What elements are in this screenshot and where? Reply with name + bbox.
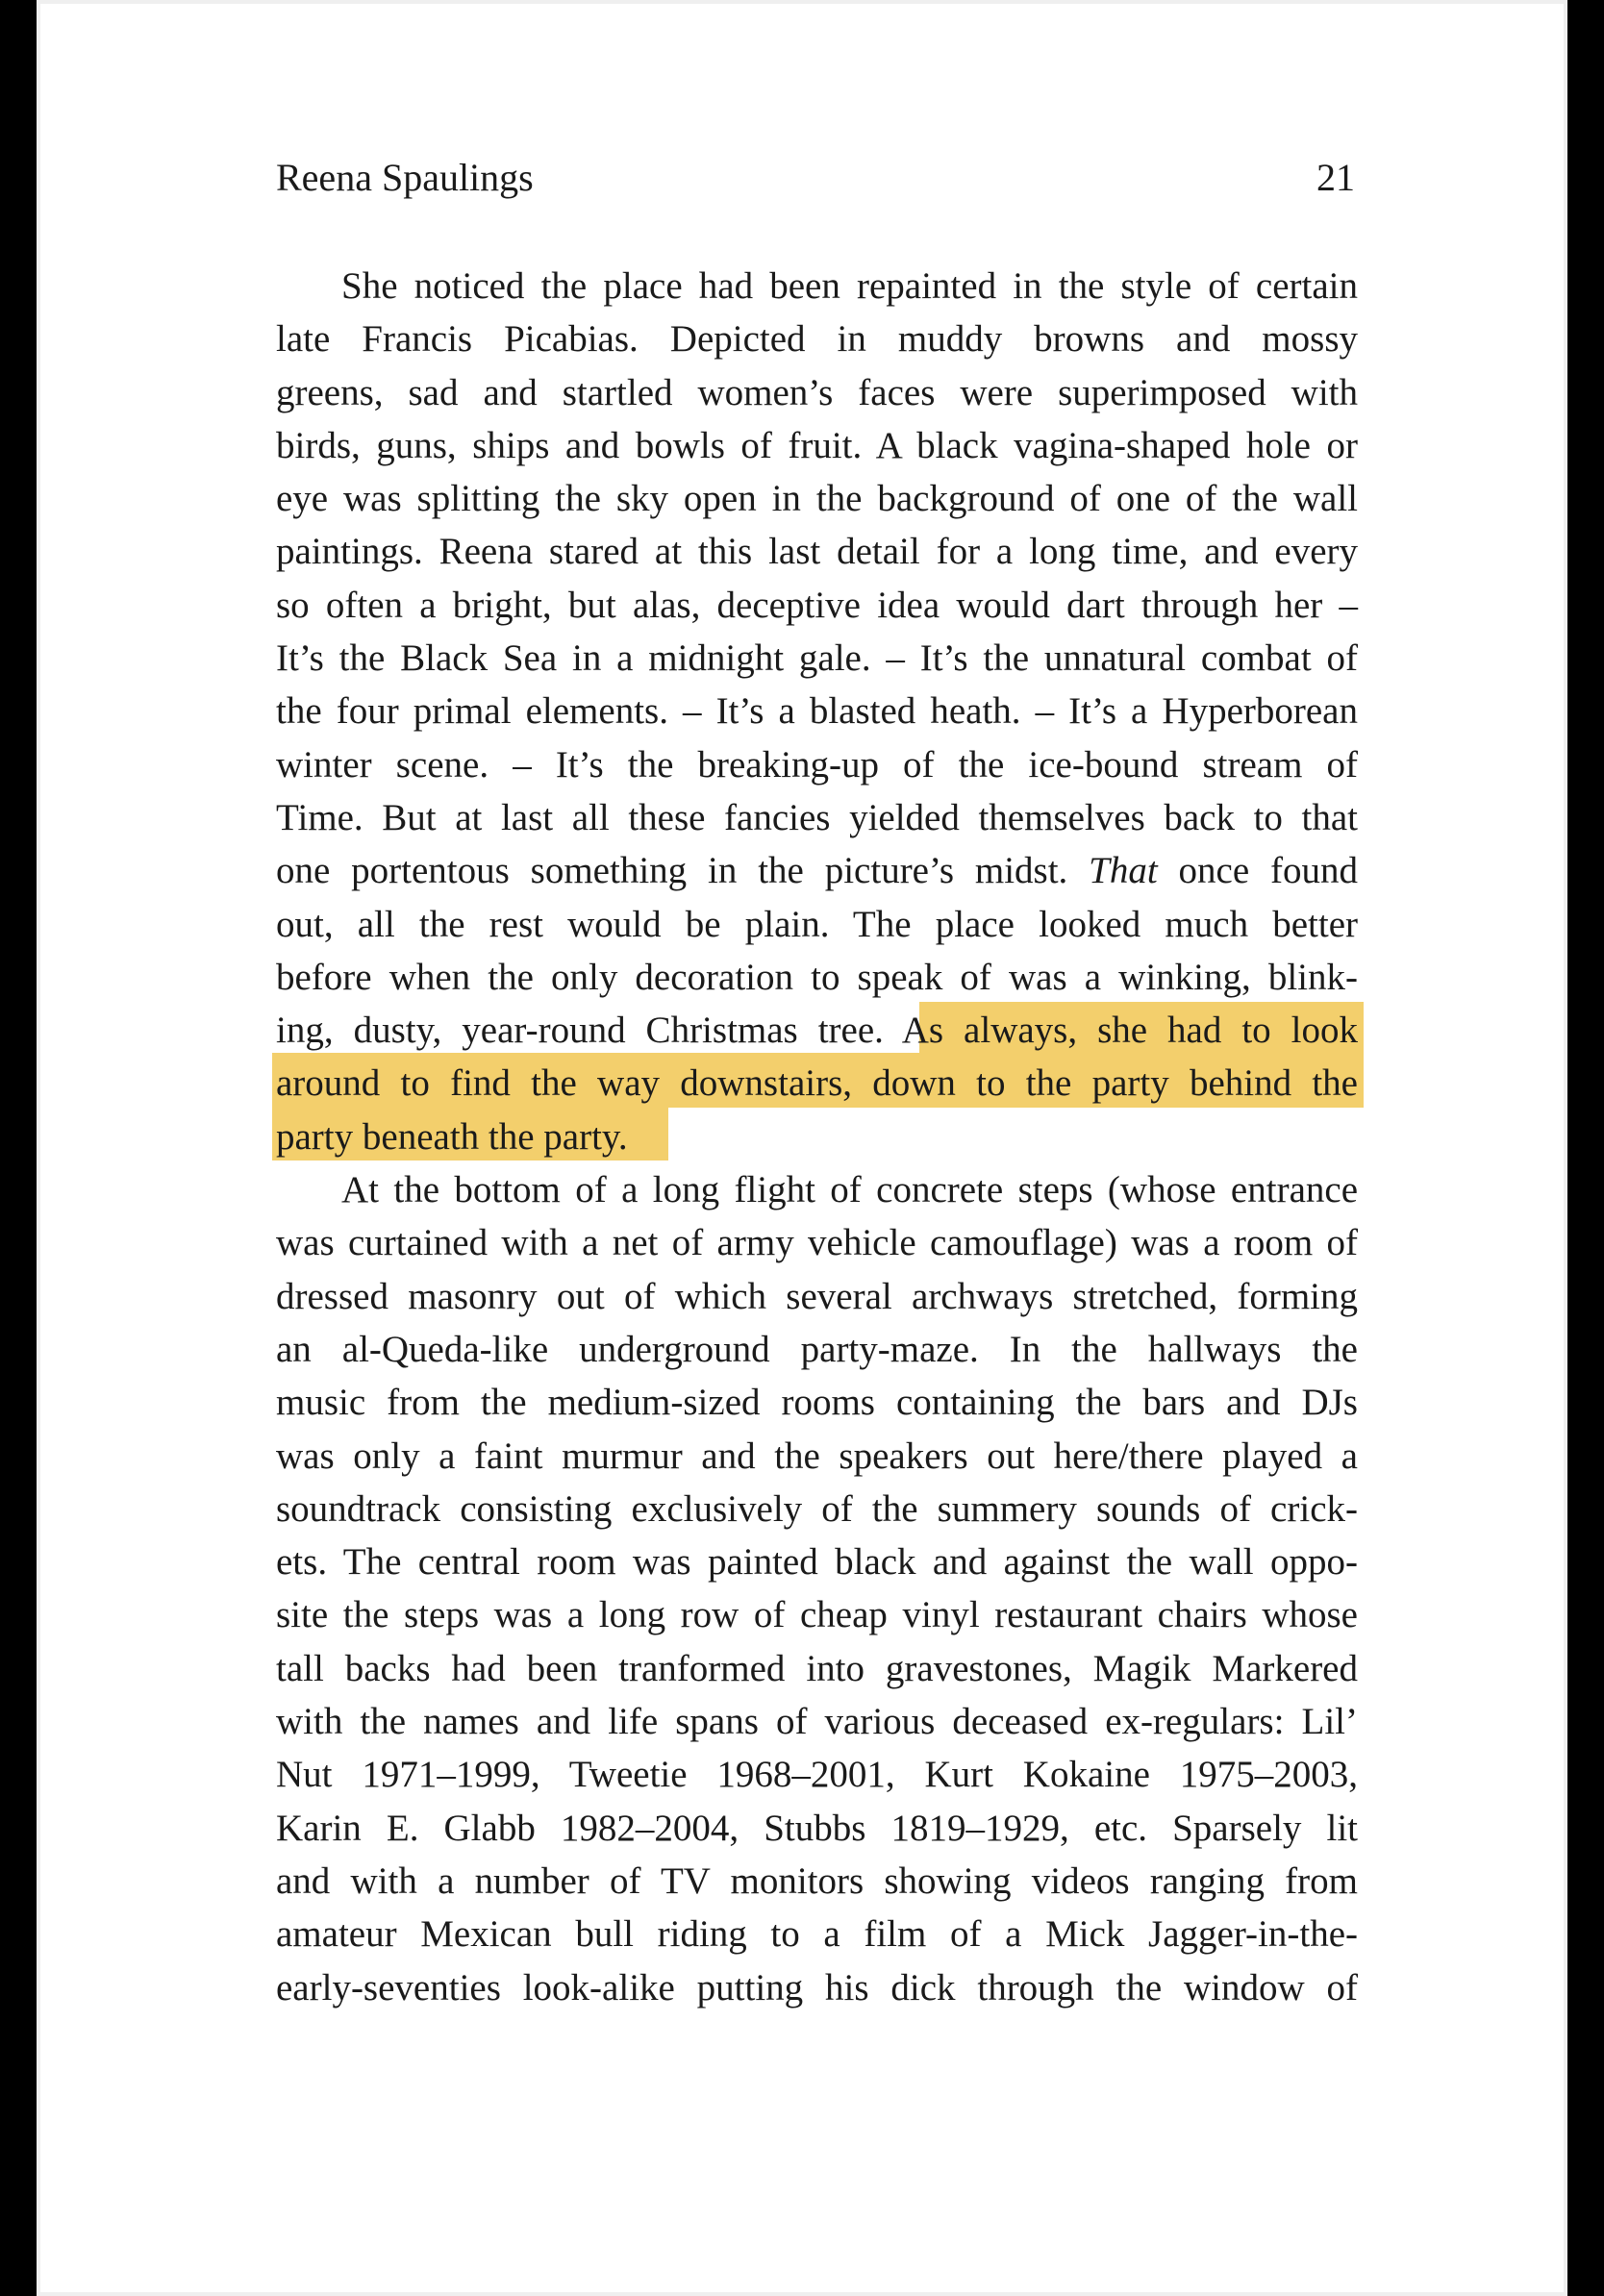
- text-line: birds, guns, ships and bowls of fruit. A black vagina-shaped hole or: [276, 424, 1358, 466]
- text-line: amateur Mexican bull riding to a film of a Mick Jagger-in-the-: [276, 1913, 1358, 1956]
- paragraph-2: [276, 1163, 1358, 2014]
- text-line: paintings. Reena stared at this last detail for a long time, and every: [276, 531, 1358, 573]
- text-line: eye was splitting the sky open in the background of one of the wall: [276, 478, 1358, 520]
- text-line: soundtrack consisting exclusively of the summery sounds of crick-: [276, 1487, 1358, 1530]
- text-line: ets. The central room was painted black and against the wall oppo-: [276, 1541, 1358, 1584]
- highlighted-text-line[interactable]: around to find the way downstairs, down to the party behind the: [276, 1062, 1358, 1105]
- text-line: Nut 1971–1999, Tweetie 1968–2001, Kurt Kokaine 1975–2003,: [276, 1754, 1358, 1796]
- text-line: Karin E. Glabb 1982–2004, Stubbs 1819–1929, etc. Sparsely lit: [276, 1807, 1358, 1849]
- text-line: was curtained with a net of army vehicle camouflage) was a room of: [276, 1222, 1358, 1264]
- text-segment: ing, dusty, year-round Christmas tree.: [276, 1010, 884, 1052]
- text-line: early-seventies look-alike putting his dick through the window of: [276, 1966, 1358, 2009]
- body-text: [276, 260, 1358, 2014]
- text-segment: one portentous something in the picture’s midst.: [276, 850, 1068, 892]
- highlighted-text-line[interactable]: party beneath the party.: [276, 1115, 628, 1158]
- text-line: and with a number of TV monitors showing videos ranging from: [276, 1859, 1358, 1902]
- italic-emphasis: That: [1089, 850, 1158, 892]
- text-line: Time. But at last all these fancies yielded themselves back to that: [276, 796, 1358, 838]
- text-line: greens, sad and startled women’s faces were superimposed with: [276, 371, 1358, 413]
- text-line: winter scene. – It’s the breaking-up of the ice-bound stream of: [276, 743, 1358, 786]
- text-line: music from the medium-sized rooms containing the bars and DJs: [276, 1382, 1358, 1424]
- highlighted-text[interactable]: As always, she had to look: [901, 1010, 1358, 1052]
- running-head: [276, 154, 1358, 202]
- text-line: dressed masonry out of which several archways stretched, forming: [276, 1275, 1358, 1317]
- page-number: 21: [1316, 156, 1355, 199]
- text-segment: once found: [1178, 850, 1359, 892]
- text-line: out, all the rest would be plain. The place looked much better: [276, 903, 1358, 945]
- text-line: with the names and life spans of various deceased ex-regulars: Lil’: [276, 1701, 1358, 1743]
- text-line: so often a bright, but alas, deceptive idea would dart through her –: [276, 584, 1358, 626]
- text-line: site the steps was a long row of cheap vinyl restaurant chairs whose: [276, 1594, 1358, 1636]
- text-line: late Francis Picabias. Depicted in muddy browns and mossy: [276, 318, 1358, 361]
- text-line: was only a faint murmur and the speakers out here/there played a: [276, 1435, 1358, 1477]
- running-head-title: Reena Spaulings: [276, 156, 534, 199]
- paragraph-1: [276, 260, 1358, 1163]
- text-line: the four primal elements. – It’s a blasted heath. – It’s a Hyperborean: [276, 690, 1358, 733]
- text-line-highlight-start: [276, 1004, 1358, 1057]
- text-line: At the bottom of a long flight of concrete steps (whose entrance: [341, 1169, 1358, 1211]
- text-line: It’s the Black Sea in a midnight gale. – It’s the unnatural combat of: [276, 637, 1358, 680]
- text-line: before when the only decoration to speak of was a winking, blink-: [276, 956, 1358, 998]
- text-line-with-italic: [276, 844, 1358, 897]
- text-line: tall backs had been tranformed into gravestones, Magik Markered: [276, 1647, 1358, 1689]
- text-line: an al-Queda-like underground party-maze. In the hallways the: [276, 1328, 1358, 1370]
- text-line: She noticed the place had been repainted in the style of certain: [341, 265, 1358, 307]
